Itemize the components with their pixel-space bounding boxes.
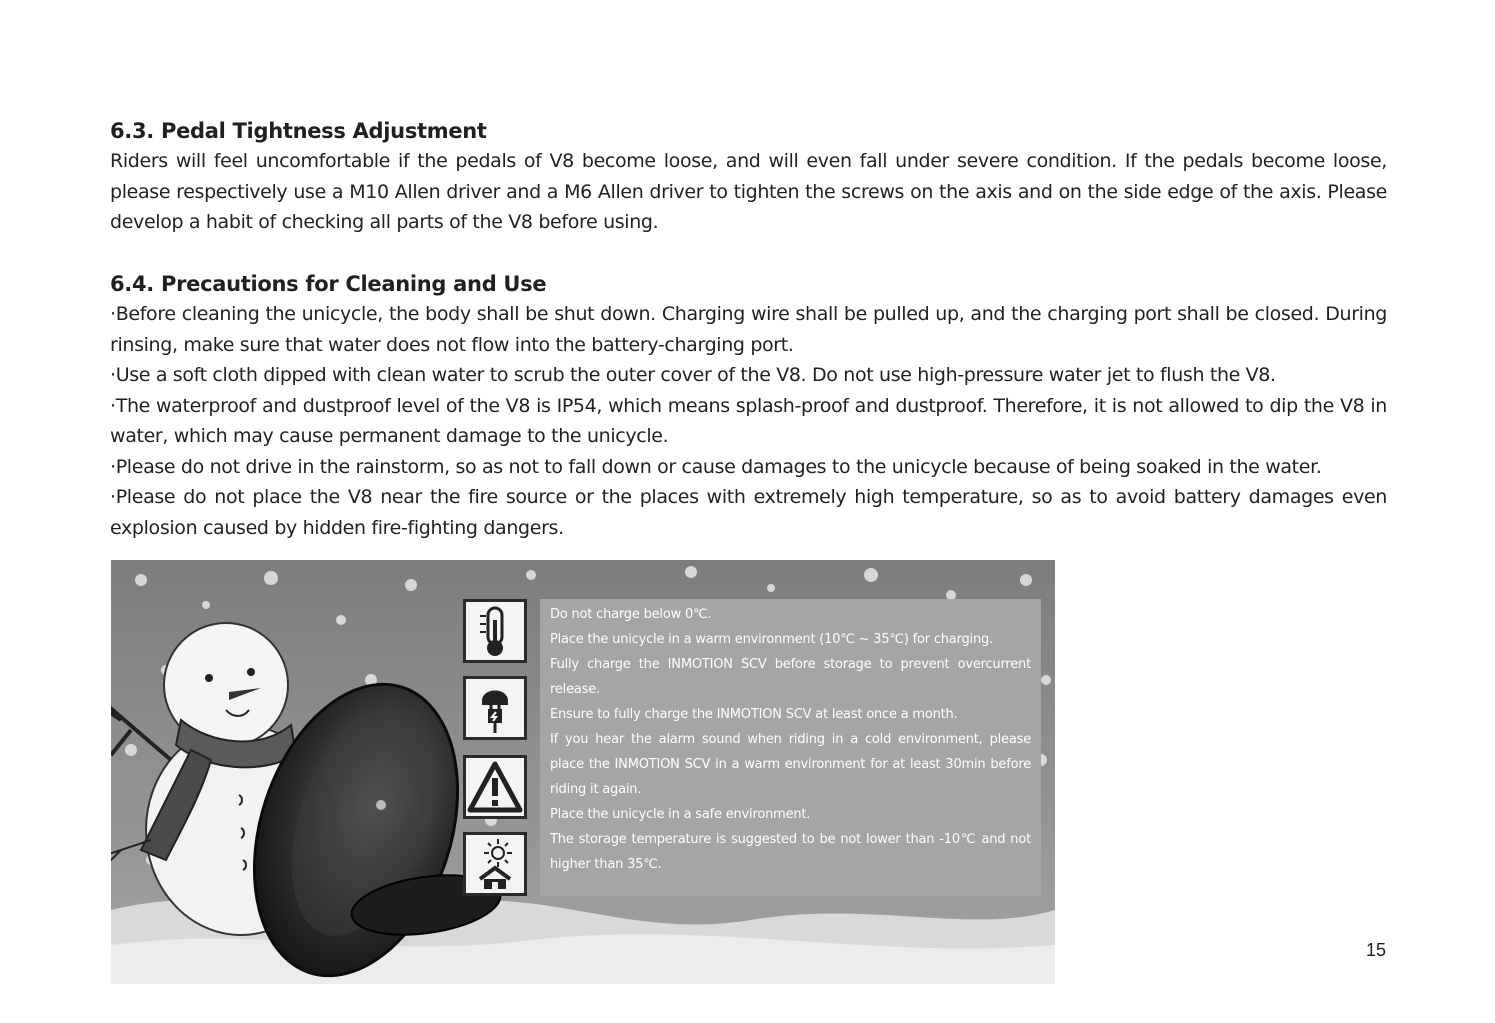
precaution-item: ·Before cleaning the unicycle, the body shall be shut down. Charging wire shall be pulled up, and the charging port shall be closed. During rinsing, make sure that water does not flow into the battery-charging port. — [110, 303, 1387, 356]
warning-triangle-icon — [463, 755, 527, 819]
precaution-item: ·Please do not drive in the rainstorm, so as not to fall down or cause damages to the unicycle because of being soaked in the water. — [110, 455, 1322, 478]
note-line: Place the unicycle in a warm environment (10℃ ~ 35℃) for charging. — [550, 632, 993, 647]
note-line: The storage temperature is suggested to be not lower than -10℃ and not higher than 35℃. — [550, 832, 1031, 872]
note-line: Fully charge the INMOTION SCV before storage to prevent overcurrent release. — [550, 657, 1031, 697]
section-cleaning-precautions — [110, 269, 1387, 543]
precaution-item: ·Please do not place the V8 near the fire source or the places with extremely high temperature, so as to avoid battery damages even explosion caused by hidden fire-fighting dangers. — [110, 486, 1387, 539]
note-line: Ensure to fully charge the INMOTION SCV at least once a month. — [550, 707, 958, 722]
precaution-item: ·The waterproof and dustproof level of the V8 is IP54, which means splash-proof and dustproof. Therefore, it is not allowed to dip the V8 in water, which may cause permanent damage to the unicycle. — [110, 394, 1387, 447]
note-line: Place the unicycle in a safe environment. — [550, 807, 811, 822]
thermometer-icon — [463, 599, 527, 663]
section-heading: 6.3. Pedal Tightness Adjustment — [110, 119, 487, 143]
note-line: Do not charge below 0℃. — [550, 607, 712, 622]
section-pedal-tightness — [110, 116, 1387, 238]
precaution-item: ·Use a soft cloth dipped with clean water to scrub the outer cover of the V8. Do not use high-pressure water jet to flush the V8. — [110, 364, 1276, 386]
sun-house-icon — [463, 832, 527, 896]
note-line: If you hear the alarm sound when riding in a cold environment, please place the INMOTION SCV in a warm environment for at least 30min before riding it again. — [550, 732, 1031, 797]
page-number: 15 — [1366, 940, 1387, 960]
cold-weather-notes-panel — [540, 599, 1041, 896]
charger-plug-icon — [463, 676, 527, 740]
section-body: Riders will feel uncomfortable if the pedals of V8 become loose, and will even fall under severe condition. If the pedals become loose, please respectively use a M10 Allen driver and a M6 Allen driver to tighten the screws on the axis and on the side edge of the axis. Please develop a habit of checking all parts of the V8 before using. — [110, 150, 1387, 233]
section-heading: 6.4. Precautions for Cleaning and Use — [110, 272, 547, 296]
